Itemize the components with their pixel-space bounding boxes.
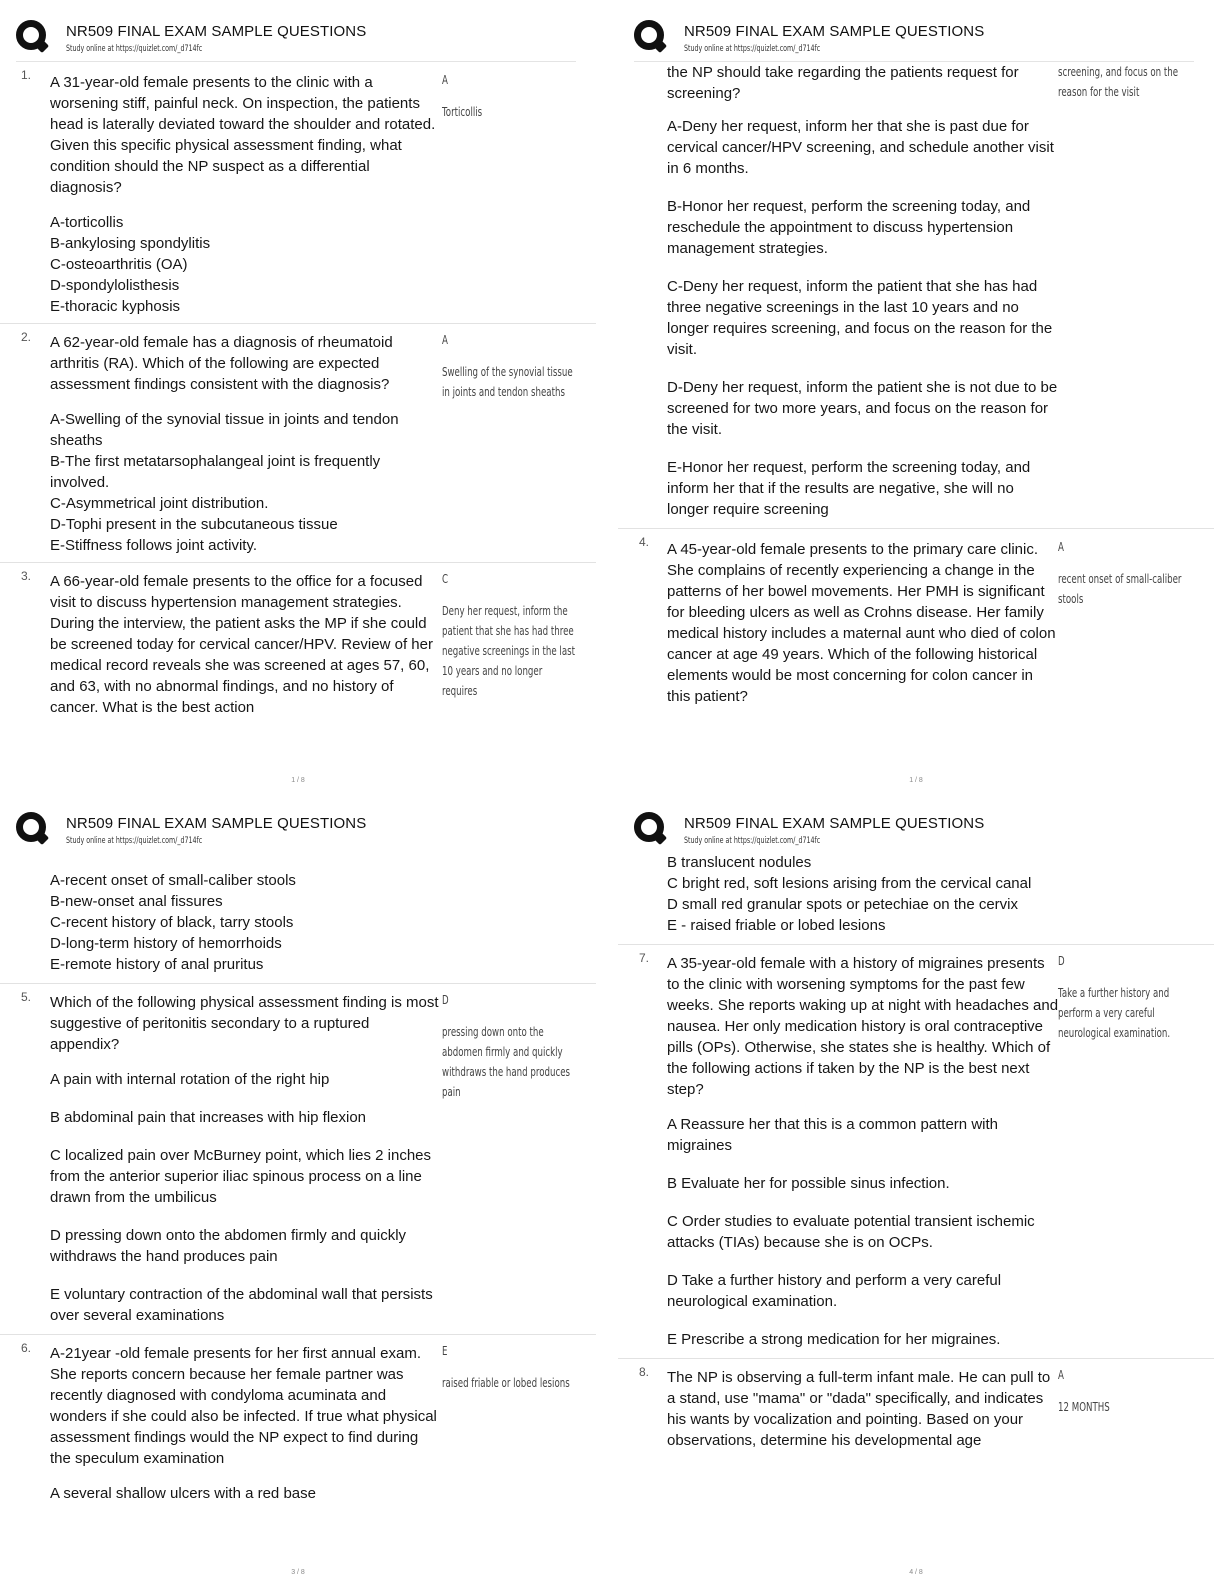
- option-a: A several shallow ulcers with a red base: [50, 1485, 316, 1502]
- doc-subtitle: Study online at https://quizlet.com/_d714fc: [66, 44, 203, 54]
- answer-column: [442, 1341, 570, 1393]
- question-number: 2.: [21, 330, 32, 344]
- question-2: [0, 323, 596, 562]
- options-list: [0, 212, 596, 317]
- page-number: 4 / 8: [909, 1569, 923, 1576]
- doc-subtitle: Study online at https://quizlet.com/_d714fc: [66, 836, 203, 846]
- answer-letter: E: [442, 1344, 448, 1358]
- option-a: A-Swelling of the synovial tissue in joints and tendon sheaths: [50, 411, 399, 449]
- option-a: A-torticollis: [50, 214, 124, 231]
- option-b: B-new-onset anal fissures: [50, 893, 223, 910]
- options-list: [618, 116, 1214, 520]
- options-list: [0, 1483, 596, 1504]
- answer-letter: A: [442, 73, 448, 87]
- answer-column: [1058, 62, 1179, 102]
- answer-explanation: raised friable or lobed lesions: [442, 1376, 570, 1390]
- doc-title: NR509 FINAL EXAM SAMPLE QUESTIONS: [66, 23, 367, 40]
- question-text: A-21year -old female presents for her first annual exam. She reports concern because her female partner was recently diagnosed with condyloma acuminata and wonders if she could also be infected. If true what physical assessment findings would the NP expect to find during the speculum examination: [50, 1345, 437, 1467]
- question-text: A 62-year-old female has a diagnosis of rheumatoid arthritis (RA). Which of the following are expected assessment findings consistent with the diagnosis?: [50, 334, 393, 393]
- question-1: [0, 62, 596, 323]
- option-a: A pain with internal rotation of the right hip: [50, 1071, 330, 1088]
- option-c: C localized pain over McBurney point, which lies 2 inches from the anterior superior iliac spinous process on a line drawn from the umbilicus: [50, 1147, 432, 1206]
- option-d: D small red granular spots or petechiae on the cervix: [667, 896, 1019, 913]
- answer-explanation: screening, and focus on the reason for the visit: [1058, 65, 1179, 99]
- options-list: [0, 870, 596, 975]
- flashcard-page-3: [0, 806, 596, 1586]
- option-c: C-recent history of black, tarry stools: [50, 914, 294, 931]
- page-header: [618, 806, 1214, 852]
- question-text: A 31-year-old female presents to the clinic with a worsening stiff, painful neck. On inspection, the patients head is laterally deviated toward the shoulder and rotated. Given this specific physical assessment finding, what condition should the NP suspect as a differential diagnosis?: [50, 74, 436, 196]
- option-e: E voluntary contraction of the abdominal wall that persists over several examinations: [50, 1286, 433, 1324]
- answer-explanation: pressing down onto the abdomen firmly and quickly withdraws the hand produces pain: [442, 1025, 571, 1099]
- page-header: [618, 14, 1214, 62]
- answer-column: [1058, 1365, 1159, 1417]
- question-number: 6.: [21, 1341, 32, 1355]
- doc-title: NR509 FINAL EXAM SAMPLE QUESTIONS: [684, 23, 985, 40]
- page-header: [0, 14, 596, 62]
- question-text: The NP is observing a full-term infant male. He can pull to a stand, use "mama" or "dada" specifically, and indicates his wants by vocalization and pointing. Based on your observations, determine his developmental age: [667, 1369, 1051, 1449]
- answer-explanation: Swelling of the synovial tissue in joints and tendon sheaths: [442, 365, 573, 399]
- flashcard-page-4: [618, 806, 1214, 1586]
- answer-letter: C: [442, 572, 449, 586]
- doc-title: NR509 FINAL EXAM SAMPLE QUESTIONS: [66, 815, 367, 832]
- answer-letter: A: [1058, 1368, 1064, 1382]
- page-number: 3 / 8: [291, 1569, 305, 1576]
- page-number: 1 / 8: [909, 777, 923, 784]
- question-text: A 45-year-old female presents to the primary care clinic. She complains of recently experiencing a change in the patterns of her bowel movements. Her PMH is significant for bleeding ulcers as well as Crohns disease. Her family medical history includes a maternal aunt who died of colon cancer at age 49 years. Which of the following historical elements would be most concerning for colon cancer in this patient?: [667, 541, 1056, 705]
- answer-explanation: recent onset of small-caliber stools: [1058, 572, 1182, 606]
- answer-explanation: Torticollis: [442, 105, 483, 119]
- question-text: A 66-year-old female presents to the office for a focused visit to discuss hypertension management strategies. During the interview, the patient asks the MP if she could be screened today for cervical cancer/HPV. Review of her medical record reveals she was screened at ages 57, 60, and 63, with no abnormal findings, and no history of cancer. What is the best action: [50, 573, 433, 716]
- flashcard-page-2: [618, 14, 1214, 794]
- answer-column: [442, 990, 571, 1102]
- question-4: [618, 528, 1214, 715]
- doc-subtitle: Study online at https://quizlet.com/_d714fc: [684, 836, 821, 846]
- quizlet-logo-icon: [16, 20, 46, 50]
- option-e: E - raised friable or lobed lesions: [667, 917, 886, 934]
- option-d: D-spondylolisthesis: [50, 277, 180, 294]
- option-c: C bright red, soft lesions arising from the cervical canal: [667, 875, 1032, 892]
- option-e: E-thoracic kyphosis: [50, 298, 181, 315]
- answer-explanation: Deny her request, inform the patient that she has had three negative screenings in the last 10 years and no longer requires: [442, 604, 575, 698]
- option-b: B-The first metatarsophalangeal joint is frequently involved.: [50, 453, 381, 491]
- option-c: C-Asymmetrical joint distribution.: [50, 495, 269, 512]
- question-number: 8.: [639, 1365, 650, 1379]
- question-8: [618, 1358, 1214, 1459]
- question-3-continued: [618, 62, 1214, 528]
- answer-column: [442, 569, 575, 701]
- question-number: 3.: [21, 569, 32, 583]
- option-c: C-osteoarthritis (OA): [50, 256, 188, 273]
- option-d: D-Tophi present in the subcutaneous tissue: [50, 516, 338, 533]
- option-b: B abdominal pain that increases with hip flexion: [50, 1109, 367, 1126]
- question-text: A 35-year-old female with a history of migraines presents to the clinic with worsening symptoms for the past few weeks. She reports waking up at night with headaches and nausea. Her only medication history is oral contraceptive pills (OPs). Otherwise, she states she is healthy. Which of the following actions if taken by the NP is the best next step?: [667, 955, 1059, 1098]
- doc-subtitle: Study online at https://quizlet.com/_d714fc: [684, 44, 821, 54]
- answer-letter: D: [1058, 954, 1065, 968]
- option-e: E Prescribe a strong medication for her migraines.: [667, 1331, 1001, 1348]
- options-list: [0, 409, 596, 556]
- option-c: C Order studies to evaluate potential transient ischemic attacks (TIAs) because she is on OCPs.: [667, 1213, 1035, 1251]
- flashcard-page-1: [0, 14, 596, 794]
- question-4-continued: [0, 854, 596, 983]
- option-b: B translucent nodules: [667, 854, 812, 871]
- doc-title: NR509 FINAL EXAM SAMPLE QUESTIONS: [684, 815, 985, 832]
- question-text-continued: the NP should take regarding the patients request for screening?: [667, 64, 1019, 102]
- option-a: A-Deny her request, inform her that she is past due for cervical cancer/HPV screening, and schedule another visit in 6 months.: [667, 118, 1054, 177]
- quizlet-logo-icon: [634, 812, 664, 842]
- options-list: [0, 1069, 596, 1326]
- question-text: Which of the following physical assessment finding is most suggestive of peritonitis secondary to a ruptured appendix?: [50, 994, 439, 1053]
- option-b: B-ankylosing spondylitis: [50, 235, 211, 252]
- answer-column: [442, 330, 573, 402]
- option-c: C-Deny her request, inform the patient that she has had three negative screenings in the last 10 years and no longer requires screening, and focus on the reason for the visit.: [667, 278, 1053, 358]
- option-e: E-Honor her request, perform the screening today, and inform her that if the results are negative, she will no longer require screening: [667, 459, 1031, 518]
- question-3: [0, 562, 596, 726]
- question-6: [0, 1334, 596, 1512]
- question-number: 1.: [21, 68, 32, 82]
- option-d: D Take a further history and perform a very careful neurological examination.: [667, 1272, 1002, 1310]
- question-number: 7.: [639, 951, 650, 965]
- option-d: D-Deny her request, inform the patient she is not due to be screened for two more years, and focus on the reason for the visit.: [667, 379, 1058, 438]
- page-header: [0, 806, 596, 854]
- question-number: 4.: [639, 535, 650, 549]
- answer-column: [1058, 537, 1182, 609]
- answer-explanation: 12 MONTHS: [1058, 1400, 1110, 1414]
- answer-column: [442, 70, 543, 122]
- answer-letter: A: [442, 333, 448, 347]
- option-d: D pressing down onto the abdomen firmly and quickly withdraws the hand produces pain: [50, 1227, 407, 1265]
- question-number: 5.: [21, 990, 32, 1004]
- answer-column: [1058, 951, 1171, 1043]
- option-d: D-long-term history of hemorrhoids: [50, 935, 282, 952]
- option-b: B-Honor her request, perform the screening today, and reschedule the appointment to discuss hypertension management strategies.: [667, 198, 1031, 257]
- option-e: E-Stiffness follows joint activity.: [50, 537, 258, 554]
- answer-letter: A: [1058, 540, 1064, 554]
- options-list: [618, 852, 1214, 936]
- option-b: B Evaluate her for possible sinus infection.: [667, 1175, 950, 1192]
- option-a: A-recent onset of small-caliber stools: [50, 872, 296, 889]
- option-e: E-remote history of anal pruritus: [50, 956, 264, 973]
- quizlet-logo-icon: [634, 20, 664, 50]
- answer-explanation: Take a further history and perform a very careful neurological examination.: [1058, 986, 1171, 1040]
- question-5: [0, 983, 596, 1334]
- question-7: [618, 944, 1214, 1358]
- question-6-continued: [618, 852, 1214, 944]
- option-a: A Reassure her that this is a common pattern with migraines: [667, 1116, 998, 1154]
- options-list: [618, 1114, 1214, 1350]
- quizlet-logo-icon: [16, 812, 46, 842]
- answer-letter: D: [442, 993, 449, 1007]
- page-number: 1 / 8: [291, 777, 305, 784]
